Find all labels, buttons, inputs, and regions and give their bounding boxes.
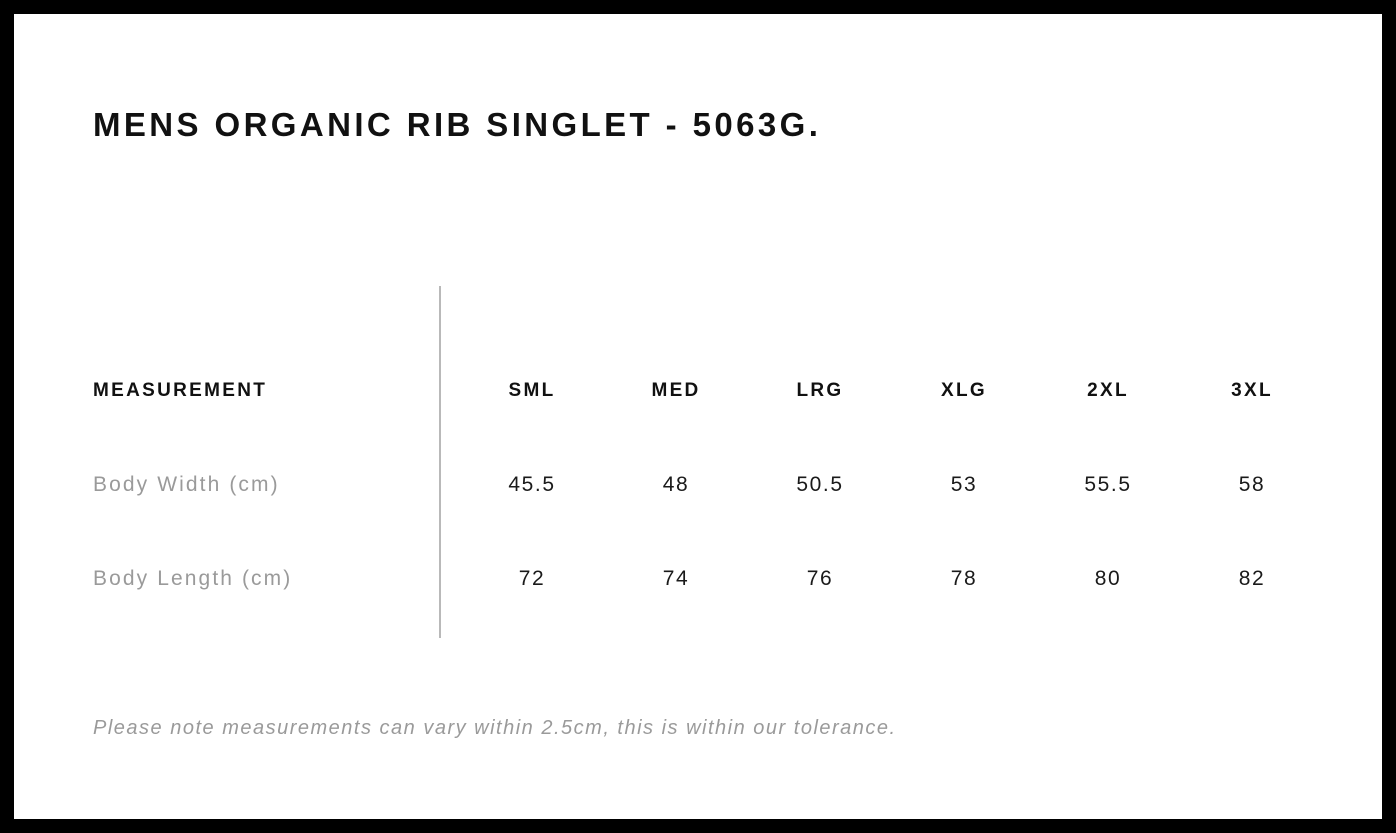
cell-body-length-3xl: 82 (1238, 567, 1266, 590)
page-title: MENS ORGANIC RIB SINGLET - 5063G. (93, 106, 822, 143)
row-label-body-length: Body Length (cm) (93, 567, 293, 590)
column-header-xlg: XLG (941, 380, 987, 401)
tolerance-note: Please note measurements can vary within 2.5cm, this is within our tolerance. (93, 717, 897, 739)
cell-body-length-xlg: 78 (950, 567, 978, 590)
cell-body-length-lrg: 76 (806, 567, 834, 590)
column-header-measurement: MEASUREMENT (93, 380, 268, 401)
cell-body-width-lrg: 50.5 (796, 473, 844, 496)
cell-body-length-2xl: 80 (1094, 567, 1122, 590)
column-header-lrg: LRG (796, 380, 844, 401)
cell-body-length-med: 74 (662, 567, 690, 590)
column-header-3xl: 3XL (1231, 380, 1273, 401)
cell-body-width-2xl: 55.5 (1084, 473, 1132, 496)
cell-body-width-med: 48 (662, 473, 690, 496)
cell-body-length-sml: 72 (518, 567, 546, 590)
cell-body-width-3xl: 58 (1238, 473, 1266, 496)
size-chart-table (93, 344, 1324, 626)
size-chart-page (14, 14, 1382, 819)
table-row (93, 438, 1324, 532)
row-label-body-width: Body Width (cm) (93, 473, 280, 496)
column-header-sml: SML (508, 380, 556, 401)
column-header-med: MED (651, 380, 701, 401)
cell-body-width-xlg: 53 (950, 473, 978, 496)
table-header-row (93, 344, 1324, 438)
column-header-2xl: 2XL (1087, 380, 1129, 401)
table-row (93, 532, 1324, 626)
cell-body-width-sml: 45.5 (508, 473, 556, 496)
